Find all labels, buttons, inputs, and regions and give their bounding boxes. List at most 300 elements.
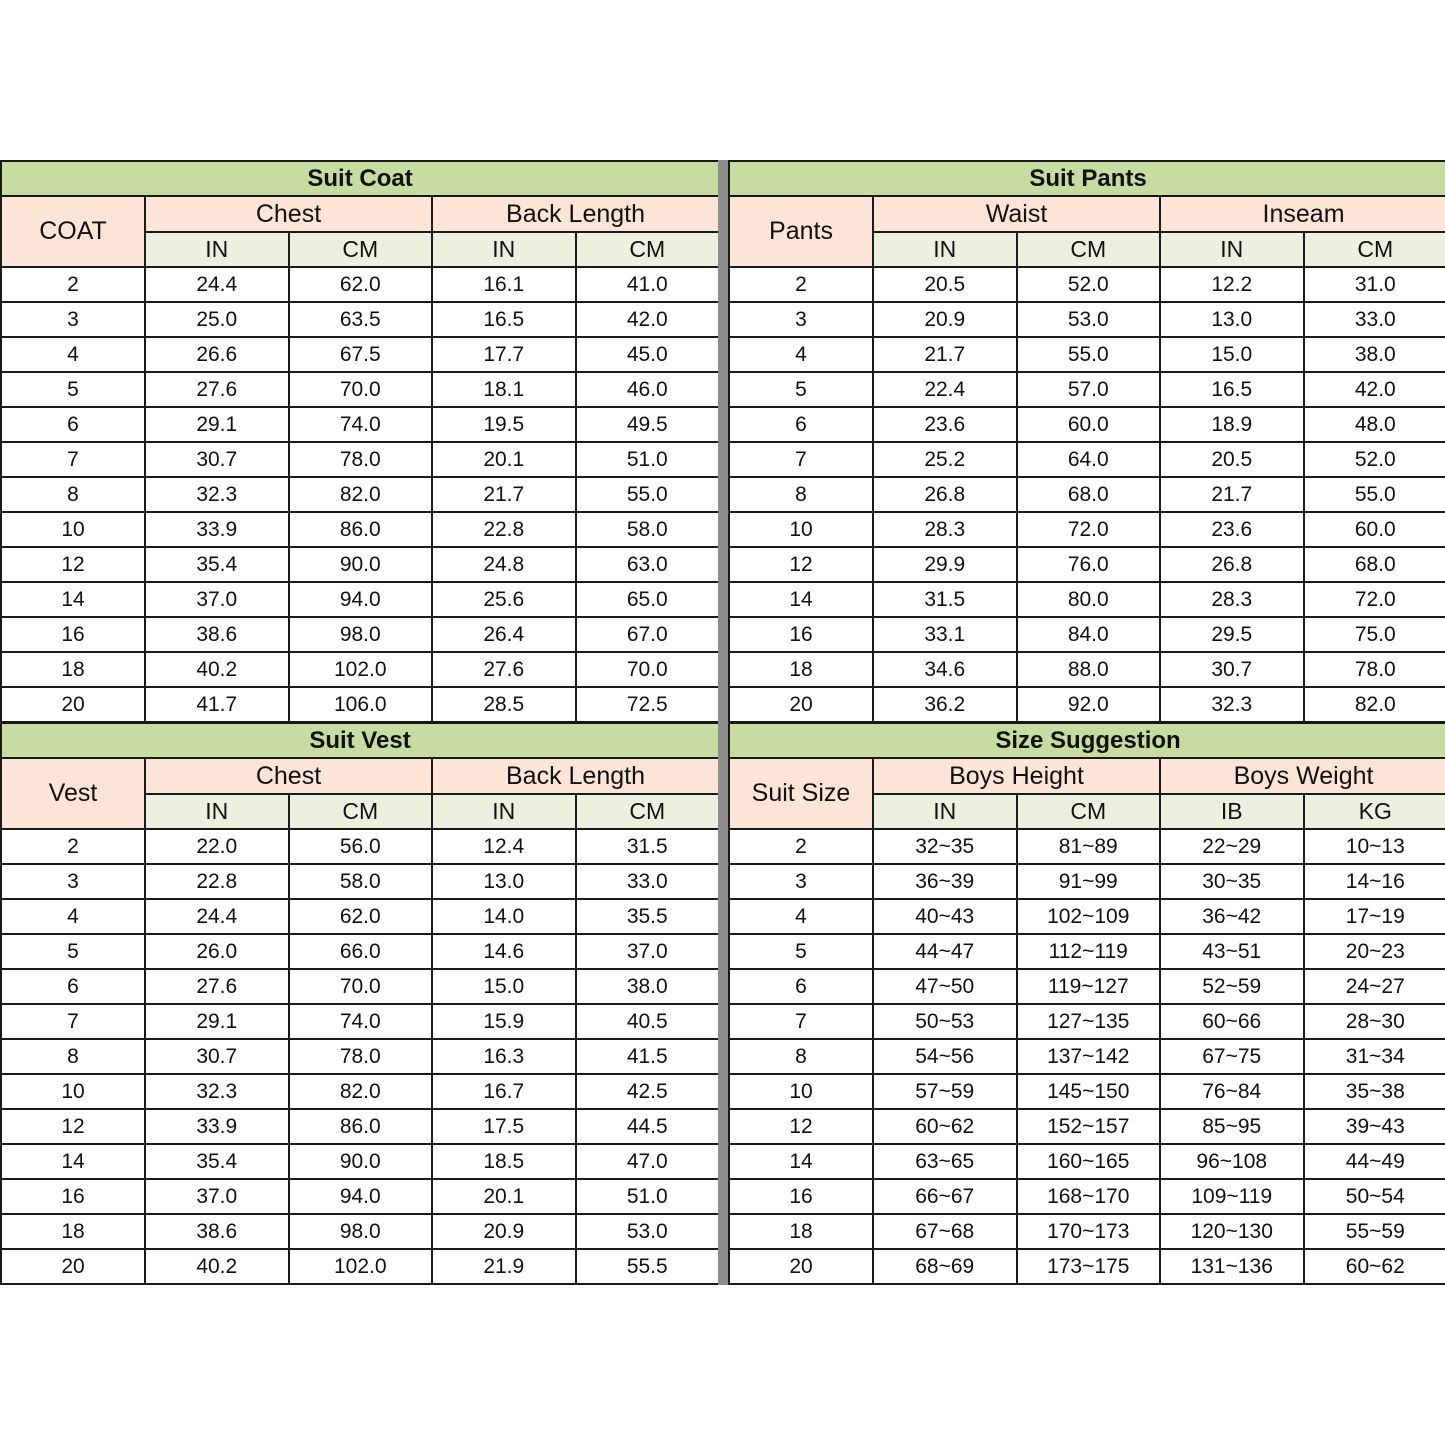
value-cell: 16.5 xyxy=(1160,372,1304,407)
value-cell: 35.4 xyxy=(145,547,289,582)
value-cell: 66.0 xyxy=(289,934,433,969)
unit-header: CM xyxy=(289,232,433,267)
value-cell: 58.0 xyxy=(576,512,720,547)
value-cell: 58.0 xyxy=(289,864,433,899)
value-cell: 30.7 xyxy=(145,1039,289,1074)
unit-header: IN xyxy=(145,232,289,267)
table-title: Size Suggestion xyxy=(729,723,1445,758)
value-cell: 55.0 xyxy=(576,477,720,512)
value-cell: 26.8 xyxy=(1160,547,1304,582)
size-cell: 2 xyxy=(1,267,145,302)
table-row xyxy=(729,1144,1445,1179)
size-cell: 14 xyxy=(1,1144,145,1179)
value-cell: 40.5 xyxy=(576,1004,720,1039)
table-row xyxy=(1,899,719,934)
value-cell: 33.0 xyxy=(1304,302,1445,337)
suit-pants-table xyxy=(728,160,1445,723)
size-cell: 3 xyxy=(729,864,873,899)
size-cell: 7 xyxy=(729,442,873,477)
value-cell: 68~69 xyxy=(873,1249,1017,1284)
size-cell: 2 xyxy=(1,829,145,864)
value-cell: 42.0 xyxy=(1304,372,1445,407)
value-cell: 94.0 xyxy=(289,582,433,617)
value-cell: 29.1 xyxy=(145,1004,289,1039)
size-cell: 20 xyxy=(1,1249,145,1284)
size-chart-sheet xyxy=(0,160,1445,1285)
value-cell: 14.6 xyxy=(432,934,576,969)
table-row xyxy=(729,442,1445,477)
value-cell: 90.0 xyxy=(289,1144,433,1179)
value-cell: 137~142 xyxy=(1017,1039,1161,1074)
value-cell: 18.5 xyxy=(432,1144,576,1179)
table-row xyxy=(729,337,1445,372)
value-cell: 32.3 xyxy=(1160,687,1304,722)
value-cell: 33.9 xyxy=(145,512,289,547)
size-cell: 16 xyxy=(1,617,145,652)
value-cell: 40.2 xyxy=(145,1249,289,1284)
value-cell: 28.3 xyxy=(873,512,1017,547)
value-cell: 40.2 xyxy=(145,652,289,687)
value-cell: 52.0 xyxy=(1304,442,1445,477)
table-row xyxy=(1,687,719,722)
group-header: Boys Height xyxy=(873,758,1160,794)
value-cell: 67~75 xyxy=(1160,1039,1304,1074)
value-cell: 86.0 xyxy=(289,512,433,547)
value-cell: 51.0 xyxy=(576,442,720,477)
table-row xyxy=(729,512,1445,547)
value-cell: 42.0 xyxy=(576,302,720,337)
value-cell: 119~127 xyxy=(1017,969,1161,1004)
value-cell: 23.6 xyxy=(873,407,1017,442)
size-cell: 8 xyxy=(1,477,145,512)
value-cell: 70.0 xyxy=(289,969,433,1004)
size-cell: 18 xyxy=(1,652,145,687)
unit-header: CM xyxy=(576,794,720,829)
value-cell: 68.0 xyxy=(1304,547,1445,582)
value-cell: 22.8 xyxy=(432,512,576,547)
value-cell: 29.1 xyxy=(145,407,289,442)
group-header-row xyxy=(1,196,719,232)
value-cell: 13.0 xyxy=(432,864,576,899)
value-cell: 20.1 xyxy=(432,1179,576,1214)
group-header: Back Length xyxy=(432,196,719,232)
size-cell: 3 xyxy=(729,302,873,337)
value-cell: 78.0 xyxy=(289,1039,433,1074)
table-row xyxy=(1,1179,719,1214)
size-cell: 18 xyxy=(729,1214,873,1249)
size-key-header: Pants xyxy=(729,196,873,267)
value-cell: 36~42 xyxy=(1160,899,1304,934)
size-cell: 20 xyxy=(1,687,145,722)
suit-pants-panel xyxy=(728,160,1445,723)
table-row xyxy=(729,1004,1445,1039)
size-cell: 5 xyxy=(729,372,873,407)
suit-vest-table xyxy=(0,722,720,1285)
value-cell: 52.0 xyxy=(1017,267,1161,302)
unit-header: IN xyxy=(432,232,576,267)
size-key-header: Vest xyxy=(1,758,145,829)
unit-header: CM xyxy=(289,794,433,829)
value-cell: 78.0 xyxy=(1304,652,1445,687)
value-cell: 14~16 xyxy=(1304,864,1445,899)
value-cell: 60~62 xyxy=(873,1109,1017,1144)
value-cell: 63~65 xyxy=(873,1144,1017,1179)
value-cell: 70.0 xyxy=(576,652,720,687)
value-cell: 41.5 xyxy=(576,1039,720,1074)
group-header: Boys Weight xyxy=(1160,758,1445,794)
value-cell: 38.6 xyxy=(145,1214,289,1249)
value-cell: 68.0 xyxy=(1017,477,1161,512)
table-row xyxy=(1,442,719,477)
value-cell: 29.5 xyxy=(1160,617,1304,652)
value-cell: 43~51 xyxy=(1160,934,1304,969)
value-cell: 62.0 xyxy=(289,899,433,934)
value-cell: 26.8 xyxy=(873,477,1017,512)
table-row xyxy=(729,407,1445,442)
table-row xyxy=(1,864,719,899)
value-cell: 28~30 xyxy=(1304,1004,1445,1039)
size-cell: 16 xyxy=(729,617,873,652)
table-row xyxy=(729,1179,1445,1214)
value-cell: 44.5 xyxy=(576,1109,720,1144)
table-row xyxy=(729,934,1445,969)
value-cell: 53.0 xyxy=(1017,302,1161,337)
unit-header: IB xyxy=(1160,794,1304,829)
size-cell: 18 xyxy=(729,652,873,687)
title-row xyxy=(1,723,719,758)
value-cell: 18.9 xyxy=(1160,407,1304,442)
value-cell: 72.5 xyxy=(576,687,720,722)
value-cell: 24.4 xyxy=(145,899,289,934)
table-row xyxy=(1,1039,719,1074)
size-cell: 3 xyxy=(1,302,145,337)
group-header: Chest xyxy=(145,758,432,794)
title-row xyxy=(1,161,719,196)
table-row xyxy=(729,1109,1445,1144)
value-cell: 109~119 xyxy=(1160,1179,1304,1214)
value-cell: 36~39 xyxy=(873,864,1017,899)
value-cell: 12.2 xyxy=(1160,267,1304,302)
value-cell: 76~84 xyxy=(1160,1074,1304,1109)
value-cell: 23.6 xyxy=(1160,512,1304,547)
table-row xyxy=(1,407,719,442)
value-cell: 75.0 xyxy=(1304,617,1445,652)
table-row xyxy=(1,1074,719,1109)
value-cell: 78.0 xyxy=(289,442,433,477)
value-cell: 20.9 xyxy=(432,1214,576,1249)
size-cell: 4 xyxy=(1,337,145,372)
size-cell: 10 xyxy=(729,1074,873,1109)
size-cell: 12 xyxy=(729,547,873,582)
value-cell: 14.0 xyxy=(432,899,576,934)
table-row xyxy=(1,582,719,617)
size-cell: 10 xyxy=(1,1074,145,1109)
value-cell: 70.0 xyxy=(289,372,433,407)
size-cell: 12 xyxy=(1,1109,145,1144)
value-cell: 10~13 xyxy=(1304,829,1445,864)
value-cell: 26.4 xyxy=(432,617,576,652)
value-cell: 44~47 xyxy=(873,934,1017,969)
value-cell: 28.5 xyxy=(432,687,576,722)
value-cell: 22.0 xyxy=(145,829,289,864)
value-cell: 76.0 xyxy=(1017,547,1161,582)
value-cell: 72.0 xyxy=(1017,512,1161,547)
size-cell: 4 xyxy=(1,899,145,934)
size-cell: 10 xyxy=(1,512,145,547)
value-cell: 37.0 xyxy=(576,934,720,969)
unit-header: CM xyxy=(1017,232,1161,267)
table-row xyxy=(729,372,1445,407)
value-cell: 102.0 xyxy=(289,652,433,687)
value-cell: 40~43 xyxy=(873,899,1017,934)
size-suggestion-table xyxy=(728,722,1445,1285)
value-cell: 63.0 xyxy=(576,547,720,582)
size-key-header: Suit Size xyxy=(729,758,873,829)
value-cell: 66~67 xyxy=(873,1179,1017,1214)
table-title: Suit Pants xyxy=(729,161,1445,196)
value-cell: 32.3 xyxy=(145,1074,289,1109)
value-cell: 35.4 xyxy=(145,1144,289,1179)
size-cell: 2 xyxy=(729,267,873,302)
value-cell: 42.5 xyxy=(576,1074,720,1109)
value-cell: 17~19 xyxy=(1304,899,1445,934)
size-cell: 18 xyxy=(1,1214,145,1249)
value-cell: 31.5 xyxy=(873,582,1017,617)
value-cell: 85~95 xyxy=(1160,1109,1304,1144)
size-cell: 12 xyxy=(729,1109,873,1144)
value-cell: 57.0 xyxy=(1017,372,1161,407)
group-header: Chest xyxy=(145,196,432,232)
size-cell: 14 xyxy=(729,1144,873,1179)
size-cell: 14 xyxy=(1,582,145,617)
table-row xyxy=(729,547,1445,582)
table-row xyxy=(1,969,719,1004)
value-cell: 45.0 xyxy=(576,337,720,372)
value-cell: 16.5 xyxy=(432,302,576,337)
value-cell: 47.0 xyxy=(576,1144,720,1179)
value-cell: 57~59 xyxy=(873,1074,1017,1109)
value-cell: 152~157 xyxy=(1017,1109,1161,1144)
size-cell: 7 xyxy=(1,442,145,477)
value-cell: 28.3 xyxy=(1160,582,1304,617)
size-cell: 20 xyxy=(729,1249,873,1284)
value-cell: 60.0 xyxy=(1017,407,1161,442)
value-cell: 26.6 xyxy=(145,337,289,372)
table-row xyxy=(1,617,719,652)
value-cell: 62.0 xyxy=(289,267,433,302)
value-cell: 170~173 xyxy=(1017,1214,1161,1249)
value-cell: 60~62 xyxy=(1304,1249,1445,1284)
value-cell: 52~59 xyxy=(1160,969,1304,1004)
title-row xyxy=(729,161,1445,196)
value-cell: 90.0 xyxy=(289,547,433,582)
value-cell: 91~99 xyxy=(1017,864,1161,899)
value-cell: 131~136 xyxy=(1160,1249,1304,1284)
size-cell: 16 xyxy=(729,1179,873,1214)
value-cell: 12.4 xyxy=(432,829,576,864)
size-cell: 5 xyxy=(1,372,145,407)
size-cell: 10 xyxy=(729,512,873,547)
table-row xyxy=(1,302,719,337)
value-cell: 13.0 xyxy=(1160,302,1304,337)
value-cell: 145~150 xyxy=(1017,1074,1161,1109)
value-cell: 34.6 xyxy=(873,652,1017,687)
table-row xyxy=(729,477,1445,512)
value-cell: 19.5 xyxy=(432,407,576,442)
table-row xyxy=(1,652,719,687)
size-cell: 2 xyxy=(729,829,873,864)
size-cell: 5 xyxy=(1,934,145,969)
value-cell: 15.9 xyxy=(432,1004,576,1039)
value-cell: 80.0 xyxy=(1017,582,1161,617)
value-cell: 30.7 xyxy=(145,442,289,477)
table-row xyxy=(729,829,1445,864)
value-cell: 60~66 xyxy=(1160,1004,1304,1039)
size-cell: 6 xyxy=(1,969,145,1004)
value-cell: 21.7 xyxy=(1160,477,1304,512)
value-cell: 67~68 xyxy=(873,1214,1017,1249)
suit-coat-table xyxy=(0,160,720,723)
size-cell: 14 xyxy=(729,582,873,617)
table-row xyxy=(729,1249,1445,1284)
value-cell: 20.9 xyxy=(873,302,1017,337)
table-row xyxy=(729,864,1445,899)
size-suggestion-panel xyxy=(728,722,1445,1285)
table-row xyxy=(1,829,719,864)
value-cell: 35~38 xyxy=(1304,1074,1445,1109)
value-cell: 24.4 xyxy=(145,267,289,302)
value-cell: 44~49 xyxy=(1304,1144,1445,1179)
value-cell: 27.6 xyxy=(145,372,289,407)
table-title: Suit Coat xyxy=(1,161,719,196)
table-row xyxy=(1,372,719,407)
table-row xyxy=(729,899,1445,934)
group-header: Inseam xyxy=(1160,196,1445,232)
unit-header: KG xyxy=(1304,794,1445,829)
value-cell: 26.0 xyxy=(145,934,289,969)
value-cell: 27.6 xyxy=(432,652,576,687)
value-cell: 33.9 xyxy=(145,1109,289,1144)
value-cell: 16.7 xyxy=(432,1074,576,1109)
value-cell: 84.0 xyxy=(1017,617,1161,652)
table-row xyxy=(1,934,719,969)
value-cell: 32~35 xyxy=(873,829,1017,864)
value-cell: 37.0 xyxy=(145,582,289,617)
value-cell: 82.0 xyxy=(289,1074,433,1109)
value-cell: 92.0 xyxy=(1017,687,1161,722)
value-cell: 55.0 xyxy=(1304,477,1445,512)
suit-vest-panel xyxy=(0,722,718,1285)
table-title: Suit Vest xyxy=(1,723,719,758)
center-divider xyxy=(718,160,728,1285)
size-cell: 3 xyxy=(1,864,145,899)
value-cell: 106.0 xyxy=(289,687,433,722)
value-cell: 39~43 xyxy=(1304,1109,1445,1144)
value-cell: 18.1 xyxy=(432,372,576,407)
table-row xyxy=(729,267,1445,302)
value-cell: 64.0 xyxy=(1017,442,1161,477)
suit-coat-panel xyxy=(0,160,718,723)
table-row xyxy=(729,302,1445,337)
value-cell: 53.0 xyxy=(576,1214,720,1249)
value-cell: 25.0 xyxy=(145,302,289,337)
table-row xyxy=(1,1214,719,1249)
value-cell: 25.6 xyxy=(432,582,576,617)
value-cell: 20.5 xyxy=(873,267,1017,302)
value-cell: 63.5 xyxy=(289,302,433,337)
title-row xyxy=(729,723,1445,758)
table-row xyxy=(729,617,1445,652)
value-cell: 38.0 xyxy=(1304,337,1445,372)
table-row xyxy=(729,582,1445,617)
value-cell: 160~165 xyxy=(1017,1144,1161,1179)
value-cell: 56.0 xyxy=(289,829,433,864)
group-header-row xyxy=(729,758,1445,794)
value-cell: 24.8 xyxy=(432,547,576,582)
value-cell: 37.0 xyxy=(145,1179,289,1214)
size-cell: 16 xyxy=(1,1179,145,1214)
value-cell: 50~53 xyxy=(873,1004,1017,1039)
value-cell: 31.5 xyxy=(576,829,720,864)
size-cell: 6 xyxy=(729,407,873,442)
value-cell: 102~109 xyxy=(1017,899,1161,934)
value-cell: 86.0 xyxy=(289,1109,433,1144)
table-row xyxy=(1,1144,719,1179)
unit-header: CM xyxy=(1017,794,1161,829)
value-cell: 96~108 xyxy=(1160,1144,1304,1179)
value-cell: 98.0 xyxy=(289,1214,433,1249)
value-cell: 17.5 xyxy=(432,1109,576,1144)
value-cell: 67.5 xyxy=(289,337,433,372)
unit-header: IN xyxy=(1160,232,1304,267)
value-cell: 98.0 xyxy=(289,617,433,652)
size-cell: 6 xyxy=(729,969,873,1004)
value-cell: 81~89 xyxy=(1017,829,1161,864)
value-cell: 36.2 xyxy=(873,687,1017,722)
value-cell: 127~135 xyxy=(1017,1004,1161,1039)
value-cell: 35.5 xyxy=(576,899,720,934)
group-header: Back Length xyxy=(432,758,719,794)
size-cell: 12 xyxy=(1,547,145,582)
value-cell: 22~29 xyxy=(1160,829,1304,864)
value-cell: 102.0 xyxy=(289,1249,433,1284)
size-cell: 6 xyxy=(1,407,145,442)
value-cell: 20.5 xyxy=(1160,442,1304,477)
value-cell: 55.0 xyxy=(1017,337,1161,372)
size-cell: 8 xyxy=(1,1039,145,1074)
unit-header: IN xyxy=(873,232,1017,267)
value-cell: 30.7 xyxy=(1160,652,1304,687)
table-row xyxy=(729,969,1445,1004)
value-cell: 65.0 xyxy=(576,582,720,617)
value-cell: 74.0 xyxy=(289,1004,433,1039)
unit-header: CM xyxy=(576,232,720,267)
value-cell: 168~170 xyxy=(1017,1179,1161,1214)
size-cell: 7 xyxy=(1,1004,145,1039)
value-cell: 74.0 xyxy=(289,407,433,442)
size-cell: 4 xyxy=(729,337,873,372)
value-cell: 21.9 xyxy=(432,1249,576,1284)
value-cell: 173~175 xyxy=(1017,1249,1161,1284)
size-key-header: COAT xyxy=(1,196,145,267)
value-cell: 51.0 xyxy=(576,1179,720,1214)
unit-header: IN xyxy=(145,794,289,829)
value-cell: 38.6 xyxy=(145,617,289,652)
table-row xyxy=(1,267,719,302)
value-cell: 67.0 xyxy=(576,617,720,652)
unit-header: IN xyxy=(873,794,1017,829)
value-cell: 32.3 xyxy=(145,477,289,512)
